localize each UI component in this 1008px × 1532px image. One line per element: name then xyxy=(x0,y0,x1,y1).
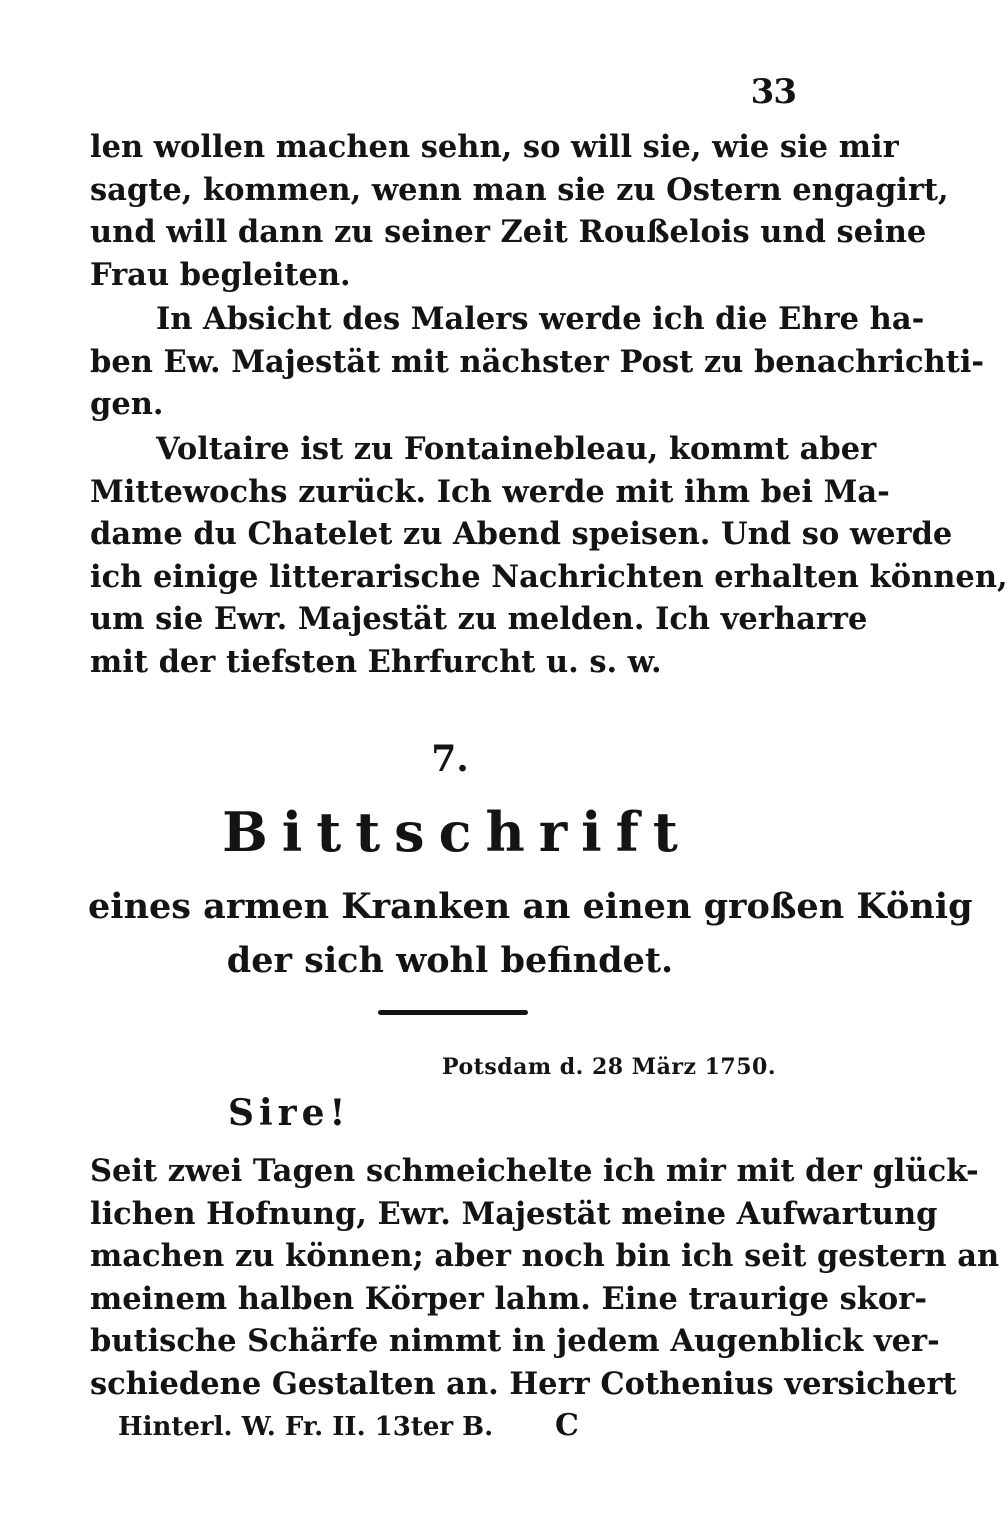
text-line: len wollen machen sehn, so will sie, wie sie mir xyxy=(90,129,899,165)
text-line: In Absicht des Malers werde ich die Ehre ha- xyxy=(156,301,925,337)
text-line: mit der tiefsten Ehrfurcht u. s. w. xyxy=(90,643,662,680)
text-line: sagte, kommen, wenn man sie zu Ostern engagirt, xyxy=(90,171,949,208)
text-line: Frau begleiten. xyxy=(90,256,351,293)
text-line: lichen Hofnung, Ewr. Majestät meine Aufwartung xyxy=(90,1195,938,1232)
text-line: butische Schärfe nimmt in jedem Augenblick ver- xyxy=(90,1323,940,1359)
text-line: Seit zwei Tagen schmeichelte ich mir mit der glück- xyxy=(90,1153,979,1189)
text-line: und will dann zu seiner Zeit Roußelois und seine xyxy=(90,214,927,250)
subheading-line: der sich wohl befindet. xyxy=(226,940,674,981)
text-line: ben Ew. Majestät mit nächster Post zu benachrichti- xyxy=(90,343,985,380)
divider-rule xyxy=(378,1010,528,1015)
text-line: schiedene Gestalten an. Herr Cothenius versichert xyxy=(90,1365,957,1402)
subheading-line: eines armen Kranken an einen großen König xyxy=(88,886,973,927)
dateline: Potsdam d. 28 März 1750. xyxy=(442,1054,776,1080)
paragraph-continued xyxy=(90,126,949,296)
paragraph-painter xyxy=(90,298,985,426)
section-heading: Bittschrift xyxy=(222,800,692,864)
text-line: dame du Chatelet zu Abend speisen. Und so werde xyxy=(90,516,953,552)
text-line: meinem halben Körper lahm. Eine traurige skor- xyxy=(90,1280,927,1317)
text-line: machen zu können; aber noch bin ich seit gestern an xyxy=(90,1238,1000,1274)
section-subheading xyxy=(88,880,973,988)
paragraph-voltaire xyxy=(90,428,1008,683)
page-number: 33 xyxy=(750,72,796,112)
signature-mark: C xyxy=(555,1408,579,1443)
salutation: Sire! xyxy=(228,1092,351,1134)
text-line: gen. xyxy=(90,386,164,422)
text-line: um sie Ewr. Majestät zu melden. Ich verharre xyxy=(90,601,868,637)
text-line: ich einige litterarische Nachrichten erhalten können, xyxy=(90,558,1008,595)
paragraph-letter xyxy=(90,1150,1000,1405)
section-number: 7. xyxy=(431,738,469,780)
text-line: Mittewochs zurück. Ich werde mit ihm bei Ma- xyxy=(90,473,890,510)
signature-footer: Hinterl. W. Fr. II. 13ter B. xyxy=(118,1412,494,1442)
text-line: Voltaire ist zu Fontainebleau, kommt aber xyxy=(156,431,877,467)
